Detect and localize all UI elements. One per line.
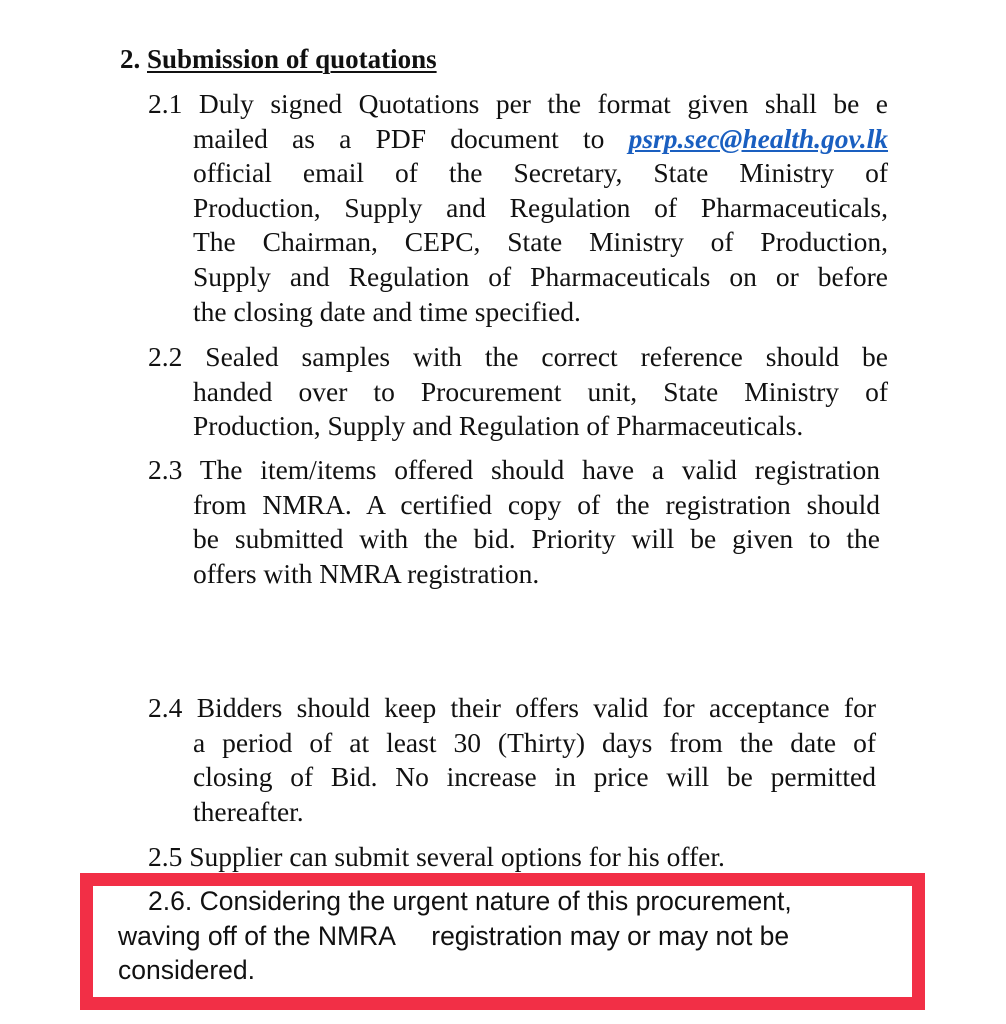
section-title: Submission of quotations — [147, 44, 437, 74]
clause-line: thereafter. — [193, 795, 304, 827]
clause-2-6 — [118, 884, 792, 988]
section-number: 2. — [120, 44, 141, 74]
clause-line: 2.4 Bidders should keep their offers valid for acceptance for — [148, 692, 876, 723]
clause-2-4 — [148, 691, 876, 829]
clause-line: a period of at least 30 (Thirty) days from the date of — [193, 726, 876, 758]
clause-line: waving off of the NMRA registration may or may not be — [118, 920, 790, 951]
clause-text: mailed as a PDF document to — [193, 122, 605, 154]
clause-line: from NMRA. A certified copy of the registration should — [193, 488, 880, 520]
clause-line: handed over to Procurement unit, State Ministry of — [193, 375, 888, 407]
clause-line: The Chairman, CEPC, State Ministry of Production, — [193, 226, 888, 258]
clause-line: Supply and Regulation of Pharmaceuticals on or before — [193, 260, 888, 292]
email-link[interactable]: psrp.sec@health.gov.lk — [628, 122, 889, 154]
clause-line: Production, Supply and Regulation of Pharmaceuticals. — [193, 410, 804, 442]
clause-line: 2.5 Supplier can submit several options for his offer. — [148, 841, 725, 872]
clause-line — [193, 122, 888, 157]
clause-2-1 — [148, 87, 888, 329]
clause-2-3 — [148, 453, 880, 591]
section-heading — [120, 44, 437, 75]
clause-2-5 — [148, 840, 888, 875]
clause-line: 2.3 The item/items offered should have a valid registration — [148, 454, 880, 485]
clause-line: closing of Bid. No increase in price will be permitted — [193, 761, 876, 793]
clause-line: offers with NMRA registration. — [193, 557, 540, 589]
clause-line: the closing date and time specified. — [193, 295, 581, 327]
clause-2-2 — [148, 340, 888, 444]
clause-line: 2.1 Duly signed Quotations per the format given shall be e — [148, 88, 888, 119]
clause-line: considered. — [118, 955, 256, 985]
clause-line: official email of the Secretary, State Ministry of — [193, 157, 888, 189]
clause-line: 2.2 Sealed samples with the correct reference should be — [148, 341, 888, 372]
clause-line: Production, Supply and Regulation of Pharmaceuticals, — [193, 191, 888, 223]
clause-line: be submitted with the bid. Priority will be given to the — [193, 523, 880, 555]
clause-line: 2.6. Considering the urgent nature of this procurement, — [148, 886, 792, 916]
